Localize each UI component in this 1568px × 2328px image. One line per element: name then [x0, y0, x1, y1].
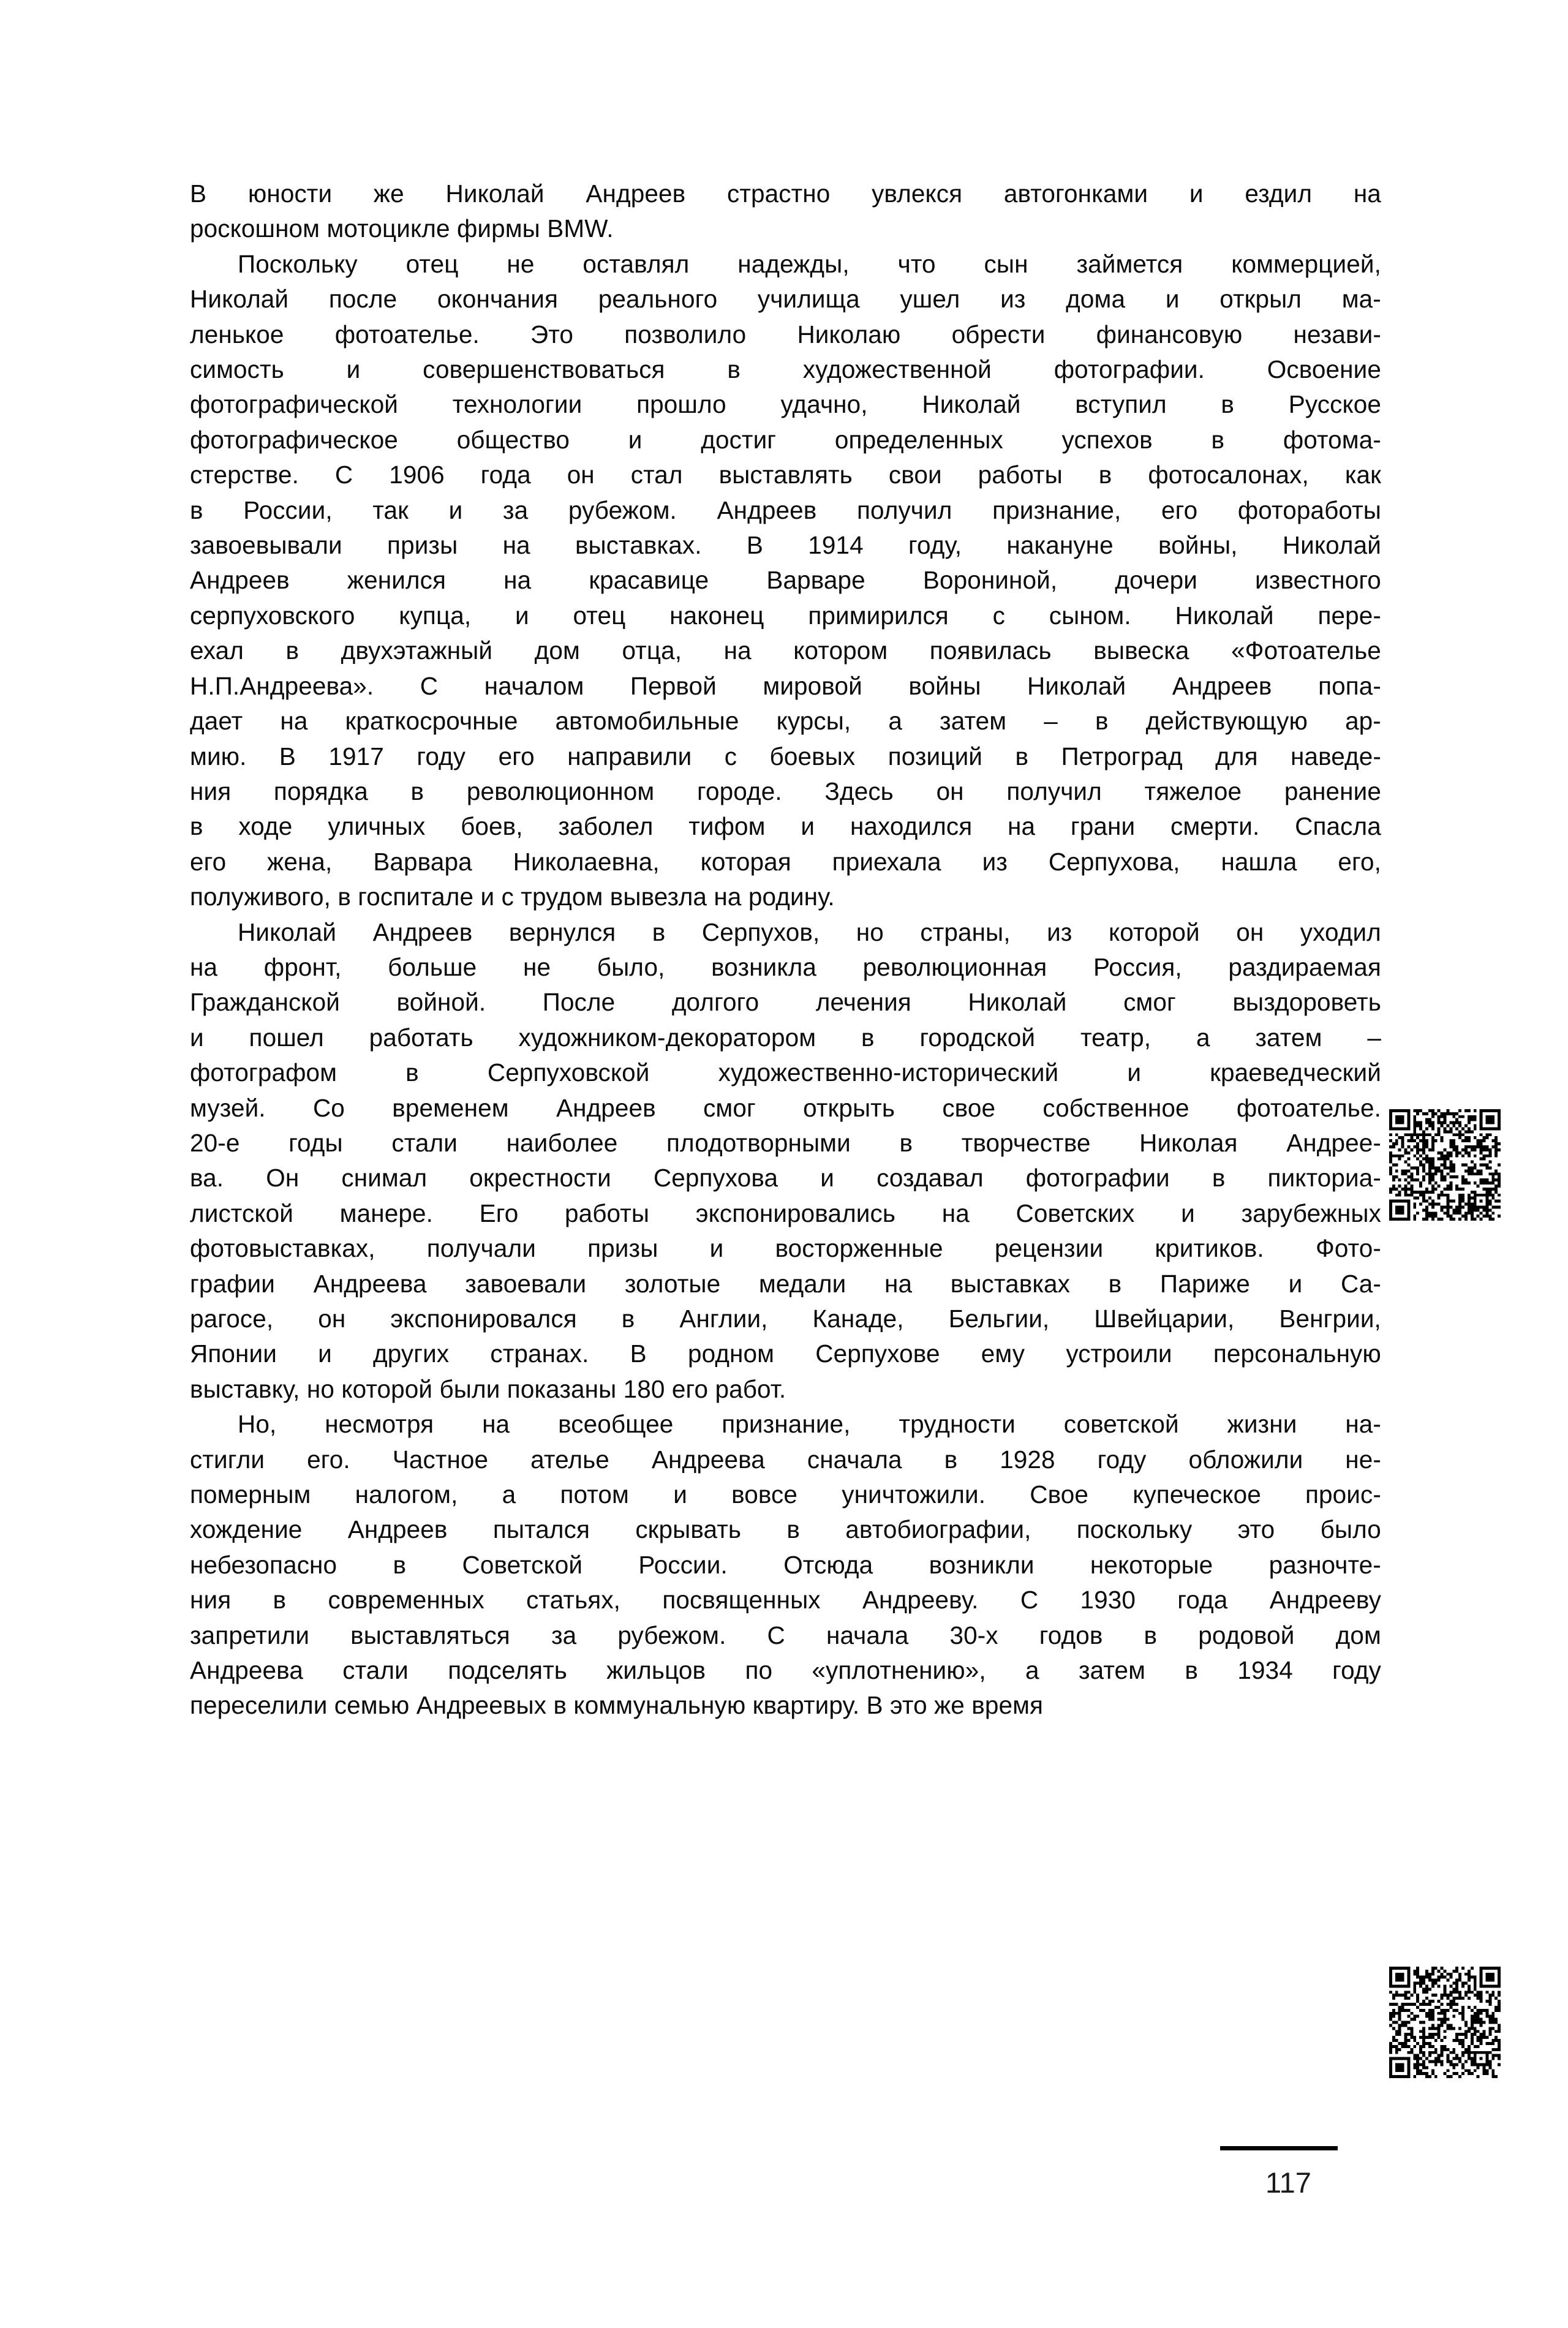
qr-code-top[interactable]	[1386, 1106, 1504, 1224]
text-line: мию. В 1917 году его направили с боевых позиций в Петроград для наведе-	[190, 742, 1381, 770]
text-line: ва. Он снимал окрестности Серпухова и создавал фотографии в пикториа-	[190, 1164, 1381, 1192]
text-line: фотовыставках, получали призы и восторженные рецензии критиков. Фото-	[190, 1234, 1381, 1263]
text-line: 20-е годы стали наиболее плодотворными в творчестве Николая Андрее-	[190, 1128, 1381, 1157]
text-line: фотографическое общество и достиг определенных успехов в фотома-	[190, 425, 1381, 454]
text-line: полуживого, в госпитале и с трудом вывезла на родину.	[190, 883, 835, 911]
text-line: хождение Андреев пытался скрывать в автобиографии, поскольку это было	[190, 1515, 1381, 1544]
text-line: фотографической технологии прошло удачно, Николай вступил в Русское	[190, 390, 1381, 419]
text-line: ехал в двухэтажный дом отца, на котором появилась вывеска «Фотоателье	[190, 636, 1381, 665]
text-line: завоевывали призы на выставках. В 1914 году, накануне войны, Николай	[190, 531, 1381, 560]
text-line: Андреев женился на красавице Варваре Ворониной, дочери известного	[190, 566, 1381, 595]
text-line: Н.П.Андреева». С началом Первой мировой войны Николай Андреев попа-	[190, 671, 1381, 700]
text-line: переселили семью Андреевых в коммунальную квартиру. В это же время	[190, 1691, 1044, 1720]
text-line: стигли его. Частное ателье Андреева сначала в 1928 году обложили не-	[190, 1445, 1381, 1474]
text-line: дает на краткосрочные автомобильные курсы, а затем – в действующую ар-	[190, 707, 1381, 736]
text-line: Японии и других странах. В родном Серпухове ему устроили персональную	[190, 1339, 1381, 1368]
text-line: роскошном мотоцикле фирмы BMW.	[190, 214, 614, 243]
text-line: серпуховского купца, и отец наконец примирился с сыном. Николай пере-	[190, 601, 1381, 630]
text-line: Николай после окончания реального училища ушел из дома и открыл ма-	[190, 285, 1381, 314]
paragraph	[190, 1407, 1381, 1723]
text-line: на фронт, больше не было, возникла революционная Россия, раздираемая	[190, 952, 1381, 981]
text-line: симость и совершенствоваться в художественной фотографии. Освоение	[190, 355, 1381, 384]
text-line: запретили выставляться за рубежом. С начала 30-х годов в родовой дом	[190, 1621, 1381, 1649]
text-line: небезопасно в Советской России. Отсюда возникли некоторые разночте-	[190, 1550, 1381, 1579]
text-line: и пошел работать художником-декоратором в городской театр, а затем –	[190, 1023, 1381, 1052]
paragraph	[190, 247, 1381, 915]
text-line: музей. Со временем Андреев смог открыть свое собственное фотоателье.	[190, 1093, 1381, 1122]
text-line: графии Андреева завоевали золотые медали на выставках в Париже и Са-	[190, 1269, 1381, 1298]
qr-code-bottom[interactable]	[1386, 1964, 1504, 2081]
text-line: В юности же Николай Андреев страстно увлекся автогонками и ездил на	[190, 179, 1381, 208]
page-number: 117	[1265, 2166, 1311, 2199]
text-line: листской манере. Его работы экспонировались на Советских и зарубежных	[190, 1199, 1381, 1227]
text-line: в России, так и за рубежом. Андреев получил признание, его фотоработы	[190, 495, 1381, 524]
text-line: рагосе, он экспонировался в Англии, Канаде, Бельгии, Швейцарии, Венгрии,	[190, 1305, 1381, 1333]
text-line: Поскольку отец не оставлял надежды, что сын займется коммерцией,	[238, 249, 1381, 278]
text-line: ния порядка в революционном городе. Здесь он получил тяжелое ранение	[190, 777, 1381, 805]
text-line: в ходе уличных боев, заболел тифом и находился на грани смерти. Спасла	[190, 812, 1381, 841]
text-line: померным налогом, а потом и вовсе уничтожили. Свое купеческое проис-	[190, 1480, 1381, 1509]
text-line: его жена, Варвара Николаевна, которая приехала из Серпухова, нашла его,	[190, 847, 1381, 876]
text-line: Но, несмотря на всеобщее признание, трудности советской жизни на-	[238, 1410, 1381, 1439]
text-line: ния в современных статьях, посвященных Андрееву. С 1930 года Андрееву	[190, 1586, 1381, 1614]
text-line: стерстве. С 1906 года он стал выставлять свои работы в фотосалонах, как	[190, 461, 1381, 489]
footer-divider-rule	[1220, 2146, 1338, 2150]
text-line: фотографом в Серпуховской художественно-исторический и краеведческий	[190, 1058, 1381, 1087]
text-line: Николай Андреев вернулся в Серпухов, но страны, из которой он уходил	[238, 917, 1381, 946]
paragraph	[190, 176, 1381, 247]
text-line: Гражданской войной. После долгого лечения Николай смог выздороветь	[190, 988, 1381, 1017]
paragraph	[190, 915, 1381, 1407]
text-line: ленькое фотоателье. Это позволило Николаю обрести финансовую незави-	[190, 320, 1381, 348]
text-line: выставку, но которой были показаны 180 его работ.	[190, 1374, 786, 1403]
text-line: Андреева стали подселять жильцов по «уплотнению», а затем в 1934 году	[190, 1656, 1381, 1685]
body-text-column	[190, 176, 1381, 1723]
